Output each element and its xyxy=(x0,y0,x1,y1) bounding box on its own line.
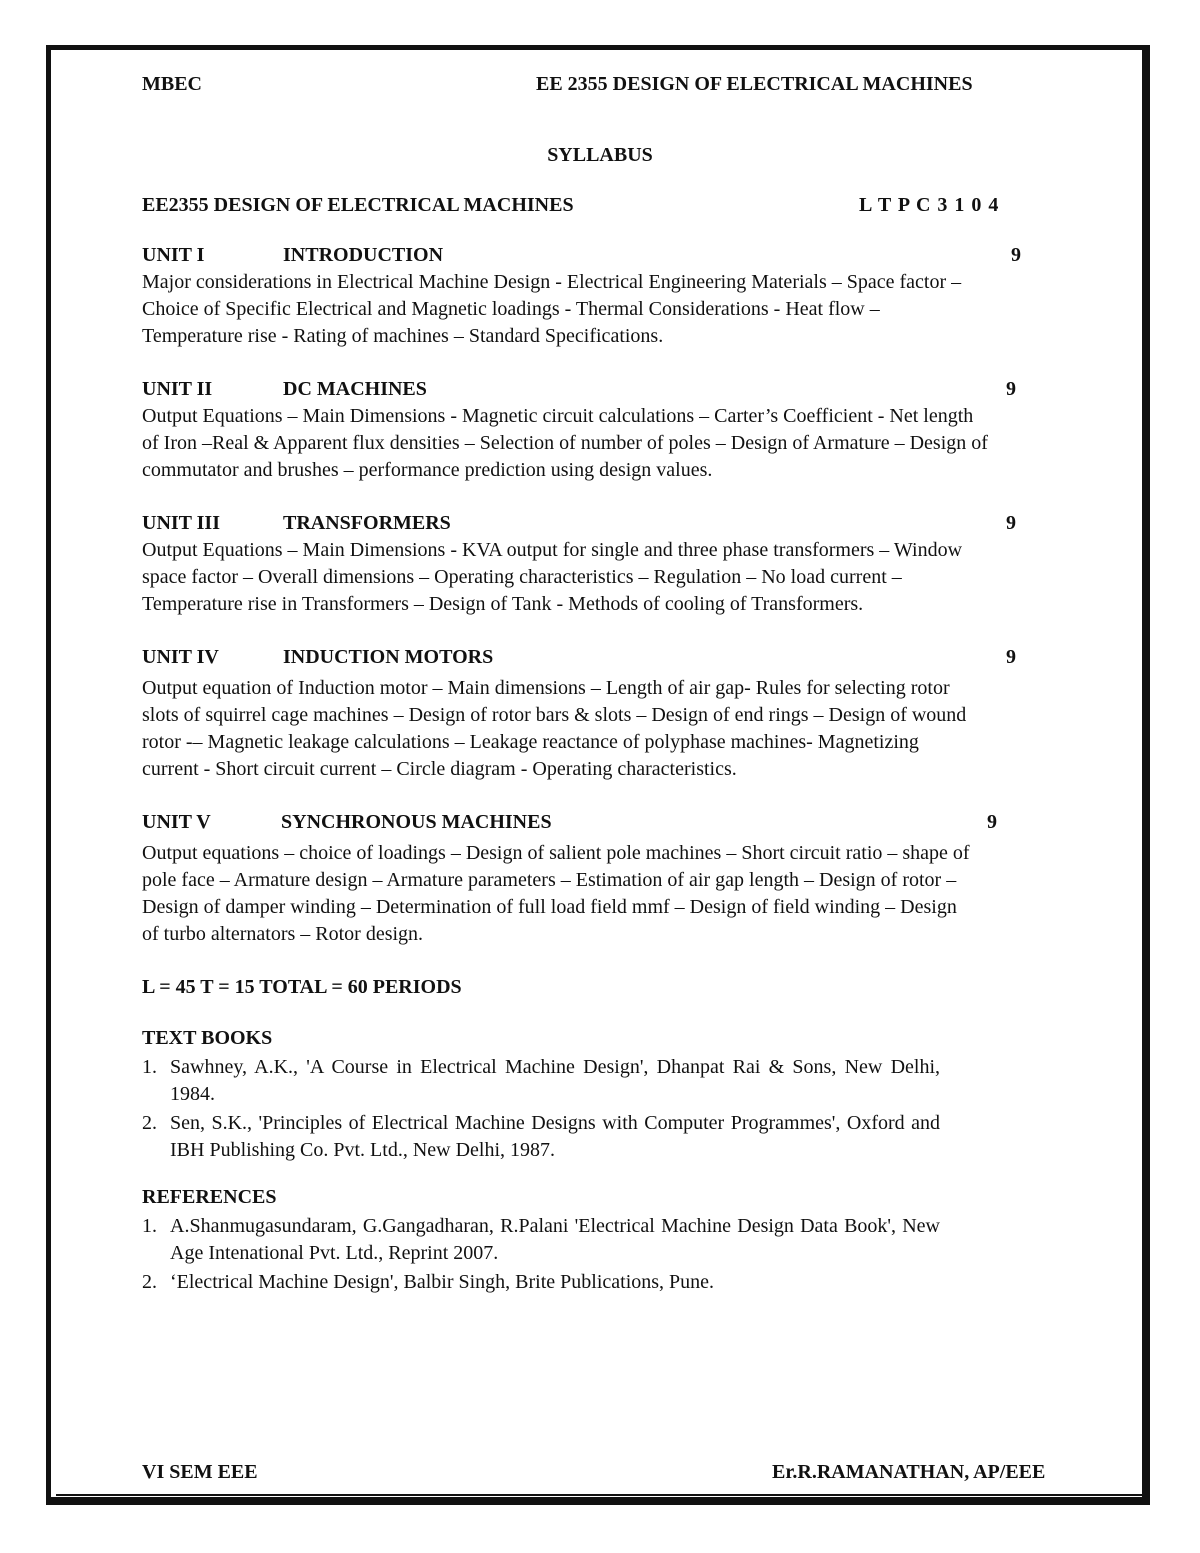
references-heading: REFERENCES xyxy=(142,1186,277,1208)
unit-block xyxy=(142,644,1022,783)
list-item xyxy=(142,1269,940,1296)
page-border-inner-line xyxy=(56,1494,1144,1496)
unit-heading xyxy=(142,242,1022,269)
unit-block xyxy=(142,510,1022,618)
list-item-number: 2. xyxy=(142,1112,157,1134)
unit-description: Major considerations in Electrical Machine Design - Electrical Engineering Materials – Space factor – Choice of Specific Electrical and Magnetic loadings - Thermal Considerations - Heat flow – Temperature rise - Rating of machines – Standard Specifications. xyxy=(142,271,962,347)
list-item xyxy=(142,1054,940,1108)
list-item xyxy=(142,1110,940,1164)
unit-title: TRANSFORMERS xyxy=(283,512,451,534)
unit-number: UNIT V xyxy=(142,811,211,833)
list-item-number: 2. xyxy=(142,1271,157,1293)
unit-number: UNIT II xyxy=(142,378,213,400)
unit-block xyxy=(142,809,1022,948)
list-item-number: 1. xyxy=(142,1215,157,1237)
unit-block xyxy=(142,376,1022,484)
list-item-text: Sen, S.K., 'Principles of Electrical Machine Designs with Computer Programmes', Oxford and IBH Publishing Co. Pvt. Ltd., New Delhi, 1987. xyxy=(170,1112,940,1161)
unit-title: INDUCTION MOTORS xyxy=(283,646,494,668)
unit-hours: 9 xyxy=(1006,378,1016,400)
text-books-heading: TEXT BOOKS xyxy=(142,1027,273,1049)
unit-number: UNIT III xyxy=(142,512,220,534)
unit-title: INTRODUCTION xyxy=(283,244,444,266)
page-title: SYLLABUS xyxy=(547,144,653,166)
unit-heading xyxy=(142,510,1022,537)
unit-heading xyxy=(142,809,1022,836)
unit-hours: 9 xyxy=(1006,646,1016,668)
course-code-title: EE2355 DESIGN OF ELECTRICAL MACHINES xyxy=(142,194,574,216)
list-item-text: ‘Electrical Machine Design', Balbir Singh, Brite Publications, Pune. xyxy=(170,1271,715,1293)
references-list xyxy=(142,1213,940,1296)
list-item-text: Sawhney, A.K., 'A Course in Electrical Machine Design', Dhanpat Rai & Sons, New Delhi, 1984. xyxy=(170,1056,940,1105)
footer-author: Er.R.RAMANATHAN, AP/EEE xyxy=(772,1461,1046,1483)
header-institution: MBEC xyxy=(142,73,202,95)
course-line xyxy=(142,192,1022,219)
unit-heading xyxy=(142,376,1022,403)
unit-description: Output Equations – Main Dimensions - KVA output for single and three phase transformers – Window space factor – Overall dimensions – Operating characteristics – Regulation – No load current – Temperature rise in Transformers – Design of Tank - Methods of cooling of Transformers. xyxy=(142,539,963,615)
total-periods: L = 45 T = 15 TOTAL = 60 PERIODS xyxy=(142,976,462,998)
unit-hours: 9 xyxy=(1006,512,1016,534)
unit-number: UNIT I xyxy=(142,244,205,266)
list-item xyxy=(142,1213,940,1267)
unit-description: Output equation of Induction motor – Main dimensions – Length of air gap- Rules for selecting rotor slots of squirrel cage machines – Design of rotor bars & slots – Design of end rings – Design of wound rotor -– Magnetic leakage calculations – Leakage reactance of polyphase machines- Magnetizing current - Short circuit current – Circle diagram - Operating characteristics. xyxy=(142,677,967,780)
list-item-text: A.Shanmugasundaram, G.Gangadharan, R.Palani 'Electrical Machine Design Data Book', New Age Intenational Pvt. Ltd., Reprint 2007. xyxy=(170,1215,940,1264)
unit-description: Output Equations – Main Dimensions - Magnetic circuit calculations – Carter’s Coefficient - Net length of Iron –Real & Apparent flux densities – Selection of number of poles – Design of Armature – Design of commutator and brushes – performance prediction using design values. xyxy=(142,405,988,481)
unit-title: DC MACHINES xyxy=(283,378,427,400)
text-books-list xyxy=(142,1054,940,1164)
header-course-title: EE 2355 DESIGN OF ELECTRICAL MACHINES xyxy=(536,73,973,95)
unit-title: SYNCHRONOUS MACHINES xyxy=(281,811,552,833)
list-item-number: 1. xyxy=(142,1056,157,1078)
syllabus-content xyxy=(142,192,1022,1316)
footer-semester: VI SEM EEE xyxy=(142,1461,258,1483)
unit-hours: 9 xyxy=(987,811,997,833)
unit-description: Output equations – choice of loadings – Design of salient pole machines – Short circuit ratio – shape of pole face – Armature design – Armature parameters – Estimation of air gap length – Design of rotor –Design of damper winding – Determination of full load field mmf – Design of field winding – Design of turbo alternators – Rotor design. xyxy=(142,842,970,945)
course-ltpc: L T P C 3 1 0 4 xyxy=(859,194,1000,216)
unit-heading xyxy=(142,644,1022,671)
unit-block xyxy=(142,242,1022,350)
unit-hours: 9 xyxy=(1011,244,1021,266)
unit-number: UNIT IV xyxy=(142,646,219,668)
